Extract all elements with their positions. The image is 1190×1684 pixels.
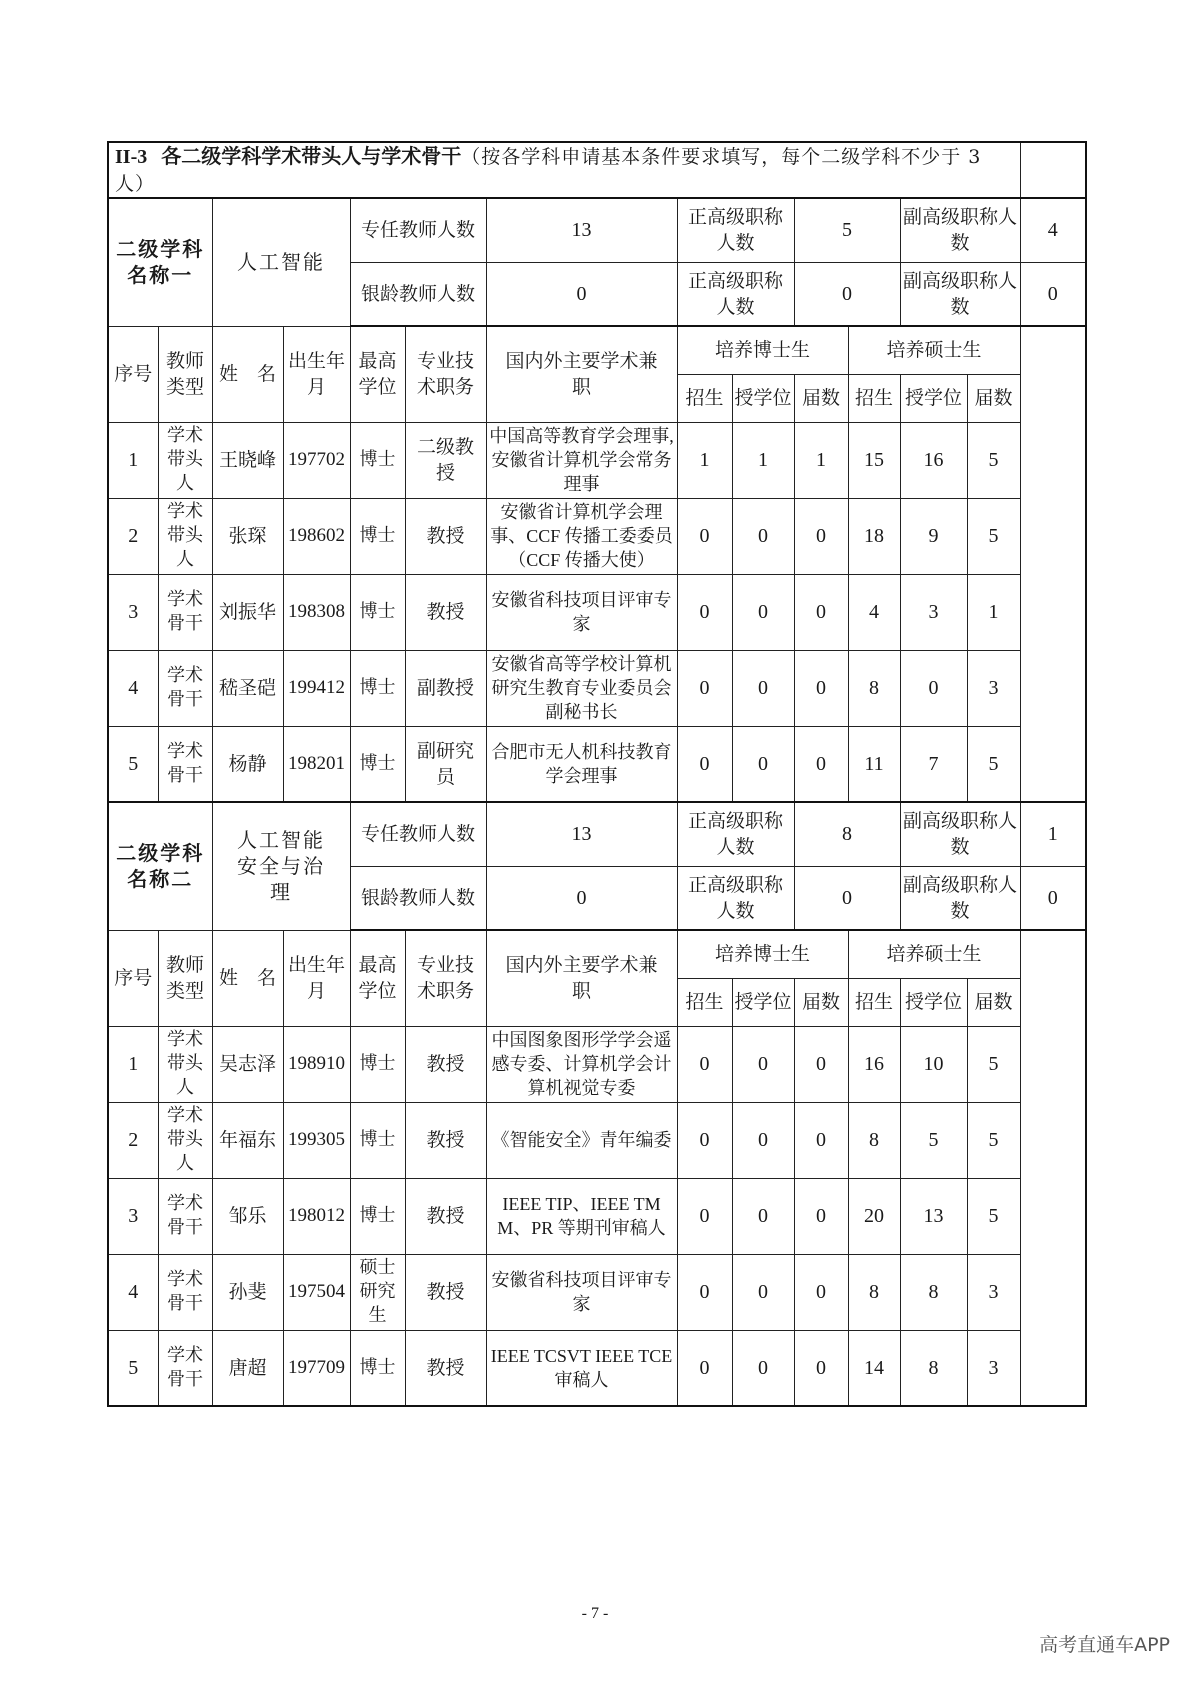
subheader-degree-granted: 授学位 <box>732 374 794 422</box>
header-title: 专业技术职务 <box>405 326 486 422</box>
senior-value: 5 <box>794 198 900 262</box>
row-master-graduates: 3 <box>967 650 1020 726</box>
subheader-graduates: 届数 <box>794 374 848 422</box>
subheader-degree-granted: 授学位 <box>732 978 794 1026</box>
header-birth: 出生年月 <box>283 930 350 1026</box>
row-phd-degree: 0 <box>732 726 794 802</box>
row-seq: 4 <box>108 650 158 726</box>
header-degree: 最高学位 <box>350 326 405 422</box>
senior-label: 正高级职称人数 <box>677 802 794 866</box>
subject-label-line2: 名称一 <box>127 263 194 288</box>
row-master-enroll: 18 <box>848 498 900 574</box>
row-phd-degree: 0 <box>732 650 794 726</box>
row-phd-graduates: 0 <box>794 650 848 726</box>
silver-senior-value: 0 <box>794 262 900 326</box>
row-master-enroll: 15 <box>848 422 900 498</box>
header-teacher-type: 教师类型 <box>158 930 212 1026</box>
row-title: 教授 <box>405 1254 486 1330</box>
silver-vice-value: 0 <box>1020 866 1086 930</box>
row-phd-enroll: 0 <box>677 574 732 650</box>
row-birth: 197709 <box>283 1330 350 1406</box>
row-birth: 198602 <box>283 498 350 574</box>
row-degree: 博士 <box>350 1102 405 1178</box>
table-row <box>108 650 1086 726</box>
watermark: 高考直通车APP <box>1039 1634 1170 1656</box>
row-master-graduates: 5 <box>967 726 1020 802</box>
silver-senior-value: 0 <box>794 866 900 930</box>
row-seq: 2 <box>108 1102 158 1178</box>
senior-label: 正高级职称人数 <box>677 198 794 262</box>
row-master-enroll: 4 <box>848 574 900 650</box>
row-master-enroll: 11 <box>848 726 900 802</box>
row-degree: 博士 <box>350 726 405 802</box>
subject-summary-row <box>108 198 1086 262</box>
document-table-area <box>107 141 1087 1407</box>
header-name: 姓 名 <box>212 326 283 422</box>
subject-label-line1: 二级学科 <box>116 841 205 866</box>
row-title: 副研究员 <box>405 726 486 802</box>
column-header-row <box>108 930 1086 978</box>
row-teacher-type: 学术带头人 <box>158 498 212 574</box>
header-birth: 出生年月 <box>283 326 350 422</box>
row-degree: 博士 <box>350 1178 405 1254</box>
row-birth: 198308 <box>283 574 350 650</box>
row-name: 邹乐 <box>212 1178 283 1254</box>
subject-name-text: 人工智能 <box>237 250 325 275</box>
row-phd-degree: 0 <box>732 1330 794 1406</box>
section-code: II-3 <box>115 146 148 168</box>
row-role: IEEE TIP、IEEE TMM、PR 等期刊审稿人 <box>486 1178 677 1254</box>
row-role: 中国图象图形学学会遥感专委、计算机学会计算机视觉专委 <box>486 1026 677 1102</box>
row-degree: 硕士研究生 <box>350 1254 405 1330</box>
row-phd-degree: 0 <box>732 1178 794 1254</box>
subheader-enroll: 招生 <box>848 978 900 1026</box>
row-teacher-type: 学术骨干 <box>158 1254 212 1330</box>
row-title: 副教授 <box>405 650 486 726</box>
row-master-enroll: 20 <box>848 1178 900 1254</box>
header-name: 姓 名 <box>212 930 283 1026</box>
row-master-graduates: 5 <box>967 422 1020 498</box>
row-master-degree: 8 <box>900 1254 967 1330</box>
subject-name <box>212 802 350 930</box>
table-row <box>108 574 1086 650</box>
page-number: - 7 - <box>581 1605 609 1622</box>
silver-senior-label: 正高级职称人数 <box>677 866 794 930</box>
row-phd-graduates: 0 <box>794 1330 848 1406</box>
row-name: 孙斐 <box>212 1254 283 1330</box>
row-role: 安徽省计算机学会理事、CCF 传播工委委员（CCF 传播大使） <box>486 498 677 574</box>
row-birth: 198012 <box>283 1178 350 1254</box>
row-master-graduates: 3 <box>967 1254 1020 1330</box>
row-name: 吴志泽 <box>212 1026 283 1102</box>
table-row <box>108 1178 1086 1254</box>
row-role: 安徽省科技项目评审专家 <box>486 574 677 650</box>
row-birth: 198201 <box>283 726 350 802</box>
row-phd-degree: 0 <box>732 1102 794 1178</box>
subject-name-text: 人工智能安全与治理 <box>237 828 325 905</box>
row-degree: 博士 <box>350 650 405 726</box>
header-role: 国内外主要学术兼职 <box>486 326 677 422</box>
row-phd-enroll: 1 <box>677 422 732 498</box>
row-master-degree: 13 <box>900 1178 967 1254</box>
row-teacher-type: 学术带头人 <box>158 1026 212 1102</box>
header-title: 专业技术职务 <box>405 930 486 1026</box>
subject-label-line1: 二级学科 <box>116 237 205 262</box>
row-phd-degree: 0 <box>732 574 794 650</box>
row-master-enroll: 16 <box>848 1026 900 1102</box>
silver-vice-label: 副高级职称人数 <box>900 262 1020 326</box>
row-name: 张琛 <box>212 498 283 574</box>
table-row <box>108 1330 1086 1406</box>
row-name: 年福东 <box>212 1102 283 1178</box>
column-header-row <box>108 326 1086 374</box>
row-birth: 197702 <box>283 422 350 498</box>
header-phd: 培养博士生 <box>677 930 848 978</box>
row-phd-graduates: 1 <box>794 422 848 498</box>
row-phd-degree: 0 <box>732 1254 794 1330</box>
table-row <box>108 422 1086 498</box>
row-degree: 博士 <box>350 1330 405 1406</box>
row-degree: 博士 <box>350 422 405 498</box>
header-degree: 最高学位 <box>350 930 405 1026</box>
row-role: IEEE TCSVT IEEE TCE 审稿人 <box>486 1330 677 1406</box>
row-phd-graduates: 0 <box>794 1102 848 1178</box>
row-phd-graduates: 0 <box>794 1026 848 1102</box>
row-title: 教授 <box>405 1178 486 1254</box>
vice-senior-value: 1 <box>1020 802 1086 866</box>
row-name: 嵇圣硙 <box>212 650 283 726</box>
subject-label-line2: 名称二 <box>127 867 194 892</box>
row-role: 《智能安全》青年编委 <box>486 1102 677 1178</box>
row-master-degree: 7 <box>900 726 967 802</box>
row-master-enroll: 8 <box>848 650 900 726</box>
row-role: 安徽省科技项目评审专家 <box>486 1254 677 1330</box>
subheader-degree-granted: 授学位 <box>900 374 967 422</box>
row-master-graduates: 3 <box>967 1330 1020 1406</box>
row-phd-enroll: 0 <box>677 1330 732 1406</box>
row-teacher-type: 学术骨干 <box>158 1330 212 1406</box>
silver-vice-label: 副高级职称人数 <box>900 866 1020 930</box>
silver-vice-value: 0 <box>1020 262 1086 326</box>
section-title <box>108 142 1020 198</box>
header-role: 国内外主要学术兼职 <box>486 930 677 1026</box>
row-phd-enroll: 0 <box>677 1026 732 1102</box>
row-master-graduates: 5 <box>967 1026 1020 1102</box>
row-birth: 197504 <box>283 1254 350 1330</box>
row-degree: 博士 <box>350 574 405 650</box>
subheader-graduates: 届数 <box>967 978 1020 1026</box>
row-phd-degree: 1 <box>732 422 794 498</box>
senior-value: 8 <box>794 802 900 866</box>
subheader-degree-granted: 授学位 <box>900 978 967 1026</box>
row-role: 合肥市无人机科技教育学会理事 <box>486 726 677 802</box>
row-title: 二级教授 <box>405 422 486 498</box>
header-seq: 序号 <box>108 930 158 1026</box>
subheader-enroll: 招生 <box>848 374 900 422</box>
table-row <box>108 726 1086 802</box>
row-phd-graduates: 0 <box>794 726 848 802</box>
faculty-table <box>107 141 1087 1407</box>
row-seq: 1 <box>108 422 158 498</box>
row-name: 刘振华 <box>212 574 283 650</box>
vice-senior-label: 副高级职称人数 <box>900 198 1020 262</box>
row-master-degree: 10 <box>900 1026 967 1102</box>
row-seq: 3 <box>108 1178 158 1254</box>
vice-senior-value: 4 <box>1020 198 1086 262</box>
row-teacher-type: 学术骨干 <box>158 1178 212 1254</box>
subject-label <box>108 198 212 326</box>
row-phd-enroll: 0 <box>677 1254 732 1330</box>
row-name: 杨静 <box>212 726 283 802</box>
row-teacher-type: 学术骨干 <box>158 650 212 726</box>
row-master-graduates: 1 <box>967 574 1020 650</box>
row-master-degree: 9 <box>900 498 967 574</box>
row-seq: 2 <box>108 498 158 574</box>
row-seq: 4 <box>108 1254 158 1330</box>
header-master: 培养硕士生 <box>848 326 1020 374</box>
table-row <box>108 498 1086 574</box>
row-master-degree: 0 <box>900 650 967 726</box>
row-seq: 1 <box>108 1026 158 1102</box>
vice-senior-label: 副高级职称人数 <box>900 802 1020 866</box>
row-birth: 199412 <box>283 650 350 726</box>
row-teacher-type: 学术带头人 <box>158 422 212 498</box>
row-phd-graduates: 0 <box>794 1178 848 1254</box>
row-phd-graduates: 0 <box>794 1254 848 1330</box>
row-phd-enroll: 0 <box>677 1102 732 1178</box>
row-title: 教授 <box>405 1102 486 1178</box>
subheader-enroll: 招生 <box>677 978 732 1026</box>
row-title: 教授 <box>405 574 486 650</box>
row-teacher-type: 学术骨干 <box>158 574 212 650</box>
full-time-value: 13 <box>486 198 677 262</box>
section-title-row <box>108 142 1086 198</box>
silver-value: 0 <box>486 262 677 326</box>
row-master-graduates: 5 <box>967 498 1020 574</box>
row-title: 教授 <box>405 1330 486 1406</box>
row-phd-graduates: 0 <box>794 574 848 650</box>
row-phd-enroll: 0 <box>677 726 732 802</box>
row-master-degree: 5 <box>900 1102 967 1178</box>
row-master-degree: 16 <box>900 422 967 498</box>
row-phd-enroll: 0 <box>677 1178 732 1254</box>
row-birth: 199305 <box>283 1102 350 1178</box>
row-degree: 博士 <box>350 1026 405 1102</box>
full-time-label: 专任教师人数 <box>350 802 486 866</box>
row-master-degree: 8 <box>900 1330 967 1406</box>
row-master-graduates: 5 <box>967 1102 1020 1178</box>
row-title: 教授 <box>405 1026 486 1102</box>
row-teacher-type: 学术带头人 <box>158 1102 212 1178</box>
silver-label: 银龄教师人数 <box>350 262 486 326</box>
row-teacher-type: 学术骨干 <box>158 726 212 802</box>
section-note: （按各学科申请基本条件要求填写，每个二级学科不少于 3 人） <box>115 146 982 195</box>
row-role: 安徽省高等学校计算机研究生教育专业委员会副秘书长 <box>486 650 677 726</box>
header-master: 培养硕士生 <box>848 930 1020 978</box>
subject-name <box>212 198 350 326</box>
row-role: 中国高等教育学会理事,安徽省计算机学会常务理事 <box>486 422 677 498</box>
row-phd-degree: 0 <box>732 1026 794 1102</box>
row-master-graduates: 5 <box>967 1178 1020 1254</box>
row-phd-enroll: 0 <box>677 498 732 574</box>
header-seq: 序号 <box>108 326 158 422</box>
table-row <box>108 1026 1086 1102</box>
subject-summary-row <box>108 802 1086 866</box>
subheader-graduates: 届数 <box>967 374 1020 422</box>
row-master-degree: 3 <box>900 574 967 650</box>
row-seq: 3 <box>108 574 158 650</box>
row-title: 教授 <box>405 498 486 574</box>
full-time-value: 13 <box>486 802 677 866</box>
subject-label <box>108 802 212 930</box>
row-phd-graduates: 0 <box>794 498 848 574</box>
row-seq: 5 <box>108 1330 158 1406</box>
subheader-graduates: 届数 <box>794 978 848 1026</box>
row-master-enroll: 8 <box>848 1254 900 1330</box>
silver-value: 0 <box>486 866 677 930</box>
subheader-enroll: 招生 <box>677 374 732 422</box>
silver-senior-label: 正高级职称人数 <box>677 262 794 326</box>
header-phd: 培养博士生 <box>677 326 848 374</box>
row-name: 唐超 <box>212 1330 283 1406</box>
row-degree: 博士 <box>350 498 405 574</box>
row-seq: 5 <box>108 726 158 802</box>
row-master-enroll: 8 <box>848 1102 900 1178</box>
row-phd-degree: 0 <box>732 498 794 574</box>
row-phd-enroll: 0 <box>677 650 732 726</box>
row-birth: 198910 <box>283 1026 350 1102</box>
row-master-enroll: 14 <box>848 1330 900 1406</box>
row-name: 王晓峰 <box>212 422 283 498</box>
table-row <box>108 1102 1086 1178</box>
header-teacher-type: 教师类型 <box>158 326 212 422</box>
full-time-label: 专任教师人数 <box>350 198 486 262</box>
section-heading: 各二级学科学术带头人与学术骨干 <box>161 144 462 168</box>
silver-label: 银龄教师人数 <box>350 866 486 930</box>
table-row <box>108 1254 1086 1330</box>
